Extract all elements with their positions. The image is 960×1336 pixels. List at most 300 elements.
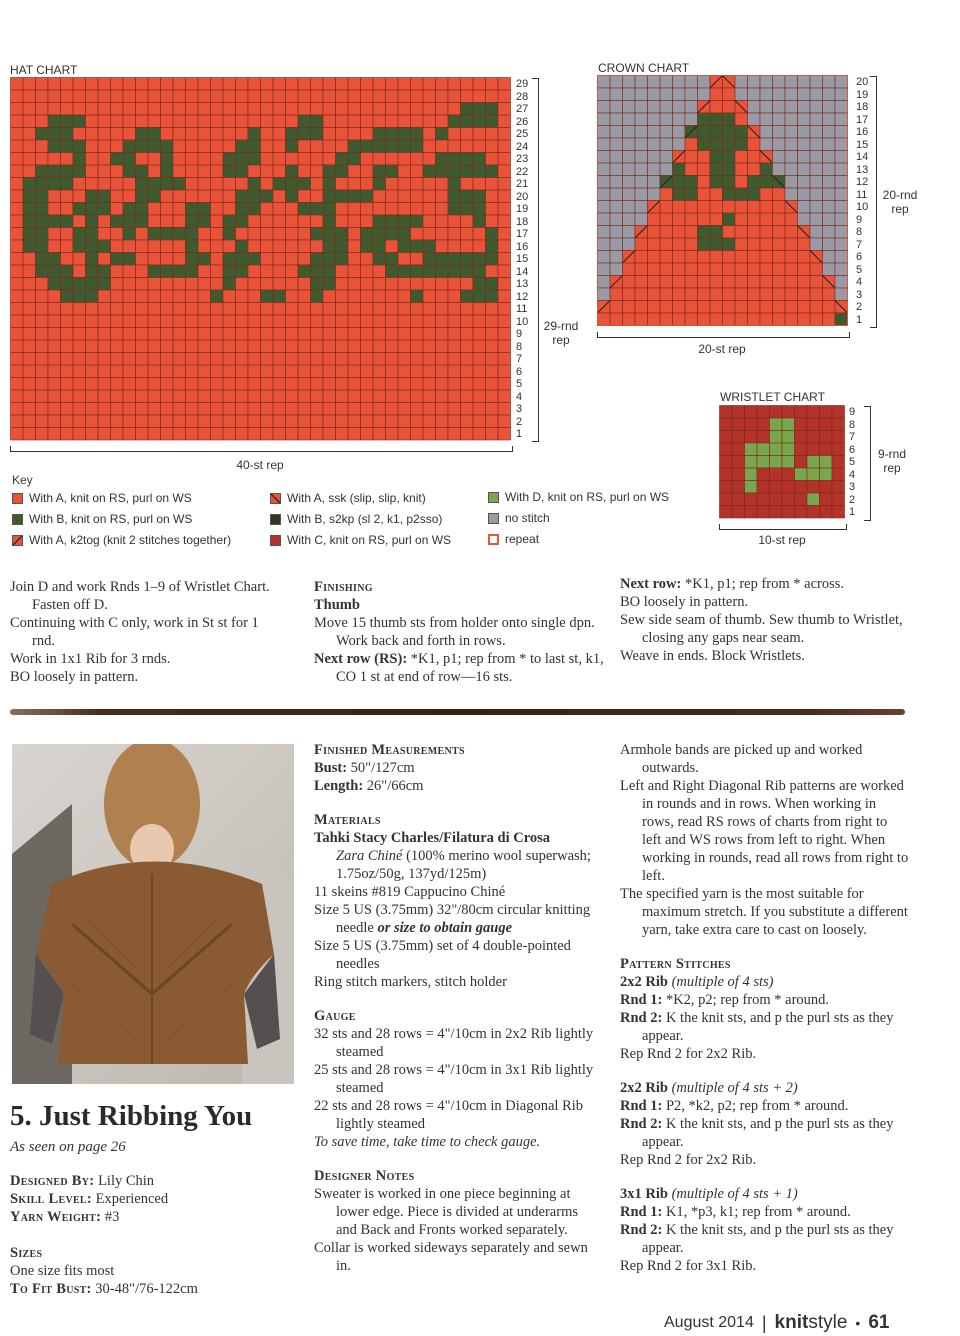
no-stitch xyxy=(598,151,611,164)
stitch-green xyxy=(723,176,736,189)
stitch-red xyxy=(373,340,386,353)
stitch-red xyxy=(261,428,274,441)
no-stitch xyxy=(810,238,823,251)
stitch-red xyxy=(248,78,261,91)
no-stitch xyxy=(660,151,673,164)
stitch-red xyxy=(461,378,474,391)
stitch-red xyxy=(211,265,224,278)
stitch-green xyxy=(373,240,386,253)
stitch-red xyxy=(398,340,411,353)
stitch-red xyxy=(773,213,786,226)
no-stitch xyxy=(610,176,623,189)
stitch-red xyxy=(198,228,211,241)
stitch-red xyxy=(11,378,24,391)
row-number: 3 xyxy=(849,481,856,493)
stitch-red xyxy=(411,115,424,128)
stitch-red xyxy=(498,315,511,328)
stitch-red xyxy=(223,365,236,378)
stitch-red xyxy=(348,103,361,116)
stitch-red xyxy=(448,78,461,91)
stitch-darkred xyxy=(795,481,808,494)
stitch-lightgreen xyxy=(782,456,795,469)
stitch-red xyxy=(436,115,449,128)
wristlet-chart-title: WRISTLET CHART xyxy=(720,390,825,404)
stitch-red xyxy=(373,190,386,203)
no-stitch xyxy=(823,88,836,101)
stitch-green xyxy=(698,138,711,151)
stitch-red xyxy=(361,303,374,316)
stitch-lightgreen xyxy=(782,443,795,456)
stitch-green xyxy=(486,103,499,116)
stitch-red xyxy=(386,403,399,416)
stitch-red xyxy=(236,365,249,378)
stitch-red xyxy=(36,78,49,91)
repeat-swatch-icon xyxy=(488,534,499,545)
no-stitch xyxy=(673,101,686,114)
stitch-red xyxy=(723,88,736,101)
stitch-red xyxy=(211,353,224,366)
stitch-red xyxy=(486,128,499,141)
stitch-green xyxy=(223,278,236,291)
stitch-red xyxy=(311,303,324,316)
row-number: 7 xyxy=(516,353,523,365)
stitch-red xyxy=(448,403,461,416)
stitch-red xyxy=(348,165,361,178)
page-number: 61 xyxy=(868,1312,890,1333)
stitch-red xyxy=(161,78,174,91)
stitch-green xyxy=(386,265,399,278)
stitch-green xyxy=(236,265,249,278)
no-stitch xyxy=(598,101,611,114)
stitch-green xyxy=(161,178,174,191)
stitch-red xyxy=(498,428,511,441)
stitch-red xyxy=(685,276,698,289)
stitch-red xyxy=(123,290,136,303)
stitch-green xyxy=(473,190,486,203)
stitch-red xyxy=(223,78,236,91)
stitch-darkred xyxy=(782,481,795,494)
row-number: 17 xyxy=(856,113,869,126)
stitch-green xyxy=(186,203,199,216)
stitch-red xyxy=(723,251,736,264)
stitch-red xyxy=(423,90,436,103)
no-stitch xyxy=(610,238,623,251)
stitch-red xyxy=(486,178,499,191)
stitch-red xyxy=(186,78,199,91)
stitch-red xyxy=(11,253,24,266)
stitch-lightgreen xyxy=(745,481,758,494)
stitch-red xyxy=(298,403,311,416)
stitch-red xyxy=(423,303,436,316)
stitch-red xyxy=(248,265,261,278)
stitch-red xyxy=(648,213,661,226)
stitch-green xyxy=(136,203,149,216)
stitch-red xyxy=(323,115,336,128)
stitch-red xyxy=(48,353,61,366)
stitch-red xyxy=(436,140,449,153)
stitch-red xyxy=(98,178,111,191)
stitch-red xyxy=(186,140,199,153)
stitch-red xyxy=(660,213,673,226)
stitch-red xyxy=(211,103,224,116)
stitch-red xyxy=(660,201,673,214)
stitch-red xyxy=(398,415,411,428)
stitch-red xyxy=(298,365,311,378)
stitch-red xyxy=(498,115,511,128)
stitch-green xyxy=(461,165,474,178)
no-stitch xyxy=(748,113,761,126)
no-stitch xyxy=(648,88,661,101)
stitch-red xyxy=(248,165,261,178)
stitch-red xyxy=(48,378,61,391)
stitch-green xyxy=(23,178,36,191)
stitch-green xyxy=(373,253,386,266)
stitch-red xyxy=(11,240,24,253)
stitch-red xyxy=(386,78,399,91)
no-stitch xyxy=(823,188,836,201)
row-number: 22 xyxy=(516,165,529,178)
stitch-red xyxy=(198,428,211,441)
stitch-red xyxy=(161,340,174,353)
stitch-green xyxy=(248,190,261,203)
stitch-red xyxy=(261,215,274,228)
stitch-green xyxy=(486,240,499,253)
stitch-green xyxy=(136,140,149,153)
stitch-green xyxy=(48,215,61,228)
stitch-red xyxy=(461,303,474,316)
stitch-red xyxy=(473,365,486,378)
no-stitch xyxy=(810,213,823,226)
stitch-red xyxy=(698,176,711,189)
stitch-red xyxy=(11,153,24,166)
no-stitch xyxy=(835,238,848,251)
stitch-red xyxy=(86,428,99,441)
stitch-darkred xyxy=(770,406,783,419)
stitch-red xyxy=(48,303,61,316)
no-stitch xyxy=(773,101,786,114)
stitch-red xyxy=(723,226,736,239)
stitch-red xyxy=(148,253,161,266)
stitch-darkred xyxy=(757,431,770,444)
stitch-red xyxy=(436,415,449,428)
stitch-red xyxy=(398,290,411,303)
stitch-red xyxy=(785,213,798,226)
stitch-red xyxy=(323,140,336,153)
stitch-red xyxy=(760,201,773,214)
stitch-green xyxy=(248,203,261,216)
stitch-red xyxy=(423,428,436,441)
no-stitch xyxy=(610,213,623,226)
stitch-red xyxy=(11,303,24,316)
materials-column: Finished Measurements Bust: 50"/127cm Length: 26"/66cm Materials Tahki Stacy Charles/Filatura di Crosa Zara Chiné (100% merino wool superwash; 1.75oz/50g, 137yd/125m) 11 skeins #819 Cappucino Chiné Size 5 US (3.75mm) 32"/80cm circular knitting needle or size to obtain gauge Size 5 US (3.75mm) set of 4 double-pointed needles Ring stitch markers, stitch holder Gauge 32 sts and 28 rows = 4"/10cm in 2x2 Rib lightly steamed 25 sts and 28 rows = 4"/10cm in 3x1 Rib lightly steamed 22 sts and 28 rows = 4"/10cm in Diagonal Rib lightly steamed To save time, take time to check gauge. Designer Notes Sweater is worked in one piece beginning at lower edge. Piece is divided at underarms and Back and Fronts worked separately. Collar is worked sideways separately and sewn in. xyxy=(314,742,594,1274)
no-stitch xyxy=(785,126,798,139)
stitch-red xyxy=(286,315,299,328)
stitch-red xyxy=(273,303,286,316)
stitch-red xyxy=(798,263,811,276)
stitch-red xyxy=(448,90,461,103)
stitch-green xyxy=(73,165,86,178)
stitch-red xyxy=(461,340,474,353)
stitch-darkred xyxy=(832,418,845,431)
no-stitch xyxy=(610,151,623,164)
stitch-green xyxy=(336,228,349,241)
stitch-red xyxy=(398,328,411,341)
no-stitch xyxy=(773,88,786,101)
stitch-red xyxy=(186,165,199,178)
row-number: 1 xyxy=(856,313,863,326)
stitch-red xyxy=(111,340,124,353)
stitch-red xyxy=(198,378,211,391)
stitch-red xyxy=(386,378,399,391)
no-stitch xyxy=(798,138,811,151)
stitch-red xyxy=(398,353,411,366)
stitch-green xyxy=(411,128,424,141)
stitch-red xyxy=(710,288,723,301)
stitch-darkred xyxy=(820,493,833,506)
stitch-red xyxy=(198,78,211,91)
stitch-red xyxy=(261,203,274,216)
no-stitch xyxy=(660,163,673,176)
stitch-green xyxy=(161,265,174,278)
stitch-red xyxy=(161,215,174,228)
stitch-green xyxy=(373,128,386,141)
stitch-red xyxy=(461,328,474,341)
stitch-red xyxy=(361,90,374,103)
stitch-red xyxy=(473,328,486,341)
no-stitch xyxy=(598,238,611,251)
stitch-red xyxy=(423,115,436,128)
stitch-green xyxy=(486,115,499,128)
stitch-red xyxy=(98,90,111,103)
stitch-red xyxy=(723,288,736,301)
stitch-red xyxy=(123,390,136,403)
stitch-red xyxy=(198,165,211,178)
crown-chart-row-numbers xyxy=(856,76,868,326)
no-stitch xyxy=(598,113,611,126)
stitch-red xyxy=(223,240,236,253)
stitch-red xyxy=(673,238,686,251)
stitch-red xyxy=(411,378,424,391)
hat-rnd-rep-label: 29-rnd rep xyxy=(543,319,579,347)
stitch-darkred xyxy=(720,493,733,506)
row-number: 5 xyxy=(856,263,863,276)
row-number: 14 xyxy=(516,265,529,278)
stitch-red xyxy=(436,203,449,216)
stitch-red xyxy=(361,403,374,416)
stitch-green xyxy=(361,190,374,203)
stitch-red xyxy=(323,90,336,103)
stitch-darkred xyxy=(782,493,795,506)
stitch-green xyxy=(273,290,286,303)
stitch-red xyxy=(685,201,698,214)
stitch-red xyxy=(436,365,449,378)
stitch-red xyxy=(48,90,61,103)
stitch-red xyxy=(236,78,249,91)
stitch-red xyxy=(336,290,349,303)
stitch-green xyxy=(36,253,49,266)
stitch-red xyxy=(273,103,286,116)
stitch-red xyxy=(735,151,748,164)
hat-chart-title: HAT CHART xyxy=(10,63,78,77)
stitch-red xyxy=(211,240,224,253)
stitch-green xyxy=(36,215,49,228)
stitch-green xyxy=(411,265,424,278)
no-stitch xyxy=(835,113,848,126)
no-stitch xyxy=(623,151,636,164)
stitch-green xyxy=(23,203,36,216)
stitch-lightgreen xyxy=(745,443,758,456)
stitch-red xyxy=(11,415,24,428)
stitch-red xyxy=(273,353,286,366)
no-stitch xyxy=(685,101,698,114)
stitch-red xyxy=(436,403,449,416)
stitch-red xyxy=(36,90,49,103)
stitch-red xyxy=(311,328,324,341)
stitch-green xyxy=(423,265,436,278)
no-stitch xyxy=(823,76,836,89)
stitch-red xyxy=(248,228,261,241)
no-stitch xyxy=(598,188,611,201)
stitch-red xyxy=(211,253,224,266)
no-stitch xyxy=(673,113,686,126)
stitch-red xyxy=(473,178,486,191)
stitch-green xyxy=(23,190,36,203)
no-stitch xyxy=(610,138,623,151)
stitch-red xyxy=(710,201,723,214)
stitch-red xyxy=(773,276,786,289)
stitch-red xyxy=(173,328,186,341)
stitch-green xyxy=(448,190,461,203)
stitch-red xyxy=(748,288,761,301)
no-stitch xyxy=(748,76,761,89)
stitch-green xyxy=(98,240,111,253)
stitch-red xyxy=(773,313,786,326)
stitch-red xyxy=(373,403,386,416)
stitch-red xyxy=(261,390,274,403)
stitch-red xyxy=(123,128,136,141)
stitch-red xyxy=(436,78,449,91)
stitch-red xyxy=(735,313,748,326)
stitch-red xyxy=(148,303,161,316)
no-stitch xyxy=(623,88,636,101)
stitch-green xyxy=(123,253,136,266)
stitch-red xyxy=(336,128,349,141)
key-item: With A, ssk (slip, slip, knit) xyxy=(270,491,426,505)
stitch-red xyxy=(123,103,136,116)
stitch-red xyxy=(398,390,411,403)
stitch-red xyxy=(298,340,311,353)
stitch-red xyxy=(11,215,24,228)
stitch-red xyxy=(186,390,199,403)
stitch-red xyxy=(86,340,99,353)
darkred-swatch-icon xyxy=(270,535,281,546)
row-number: 6 xyxy=(849,443,856,456)
stitch-red xyxy=(348,403,361,416)
stitch-green xyxy=(286,190,299,203)
stitch-red xyxy=(248,103,261,116)
stitch-red xyxy=(710,251,723,264)
stitch-red xyxy=(723,263,736,276)
no-stitch xyxy=(785,101,798,114)
stitch-red xyxy=(11,403,24,416)
stitch-green xyxy=(198,203,211,216)
stitch-red xyxy=(11,278,24,291)
stitch-green xyxy=(98,190,111,203)
stitch-red xyxy=(148,353,161,366)
stitch-green xyxy=(411,140,424,153)
stitch-green xyxy=(223,215,236,228)
stitch-red xyxy=(211,278,224,291)
stitch-lightgreen xyxy=(745,468,758,481)
key-item: With A, knit on RS, purl on WS xyxy=(12,491,192,505)
no-stitch xyxy=(623,113,636,126)
stitch-red xyxy=(286,365,299,378)
stitch-red xyxy=(423,403,436,416)
stitch-red xyxy=(11,190,24,203)
no-stitch xyxy=(648,76,661,89)
stitch-red xyxy=(348,315,361,328)
stitch-red xyxy=(236,90,249,103)
stitch-green xyxy=(186,265,199,278)
stitch-red xyxy=(23,278,36,291)
stitch-red xyxy=(248,315,261,328)
stitch-red xyxy=(223,290,236,303)
stitch-red xyxy=(423,340,436,353)
stitch-red xyxy=(198,115,211,128)
stitch-red xyxy=(248,303,261,316)
no-stitch xyxy=(623,176,636,189)
stitch-red xyxy=(448,315,461,328)
stitch-red xyxy=(436,340,449,353)
stitch-red xyxy=(11,290,24,303)
stitch-red xyxy=(98,403,111,416)
row-number: 12 xyxy=(856,176,869,188)
stitch-red xyxy=(123,340,136,353)
stitch-red xyxy=(685,151,698,164)
stitch-green xyxy=(136,215,149,228)
stitch-red xyxy=(248,390,261,403)
stitch-red xyxy=(23,290,36,303)
no-stitch xyxy=(660,88,673,101)
no-stitch xyxy=(610,113,623,126)
stitch-red xyxy=(73,315,86,328)
red-swatch-icon xyxy=(12,493,23,504)
stitch-red xyxy=(223,403,236,416)
no-stitch xyxy=(598,201,611,214)
stitch-red xyxy=(161,390,174,403)
stitch-red xyxy=(236,428,249,441)
stitch-green xyxy=(223,153,236,166)
stitch-red xyxy=(273,428,286,441)
stitch-red xyxy=(348,328,361,341)
stitch-red xyxy=(198,403,211,416)
no-stitch xyxy=(598,88,611,101)
stitch-red xyxy=(473,315,486,328)
stitch-green xyxy=(123,140,136,153)
stitch-red xyxy=(273,340,286,353)
stitch-green xyxy=(111,153,124,166)
stitch-red xyxy=(148,365,161,378)
stitch-green xyxy=(723,138,736,151)
key-item: With B, knit on RS, purl on WS xyxy=(12,512,192,526)
stitch-green xyxy=(461,265,474,278)
row-number: 1 xyxy=(516,428,523,440)
stitch-red xyxy=(361,415,374,428)
stitch-red xyxy=(423,365,436,378)
stitch-red xyxy=(36,140,49,153)
stitch-red xyxy=(648,238,661,251)
stitch-red xyxy=(473,390,486,403)
